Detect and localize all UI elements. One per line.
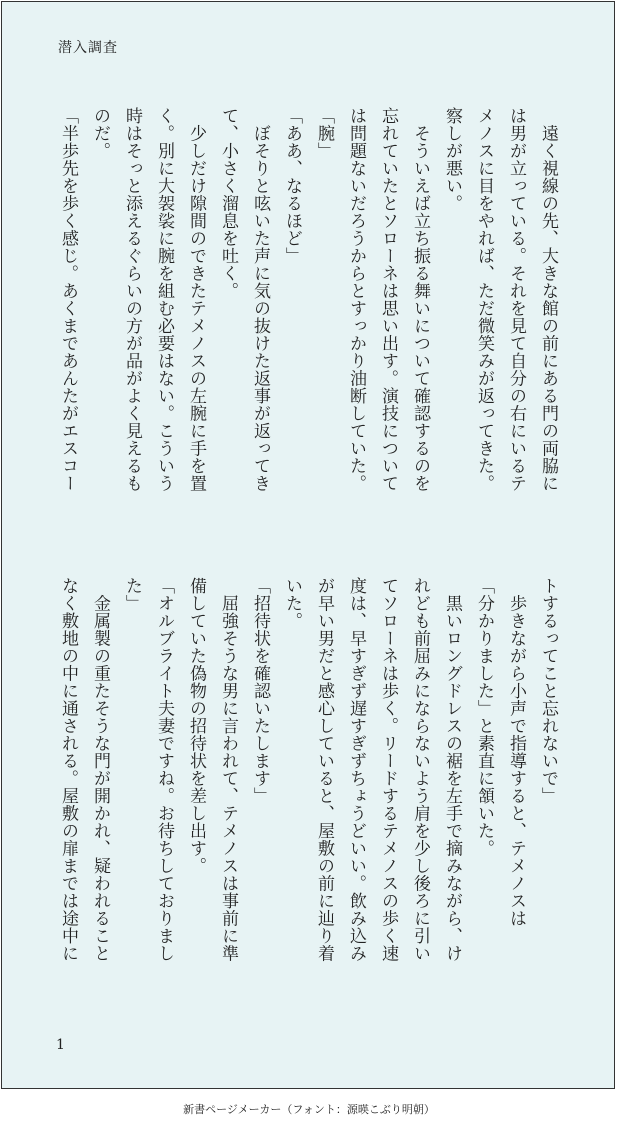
text-line: 忘れていたとソローネは思い出す。演技について (378, 107, 398, 492)
text-line: 度は、早すぎず遅すぎずちょうどいい。飲み込み (346, 577, 366, 962)
text-line: 黒いロングドレスの裾を左手で摘みながら、け (442, 577, 462, 962)
text-line: 遠く視線の先、大きな館の前にある門の両脇に (538, 107, 558, 492)
text-line: は問題ないだろうからとすっかり油断していた。 (346, 107, 366, 492)
book-page (1, 1, 615, 1089)
text-line: 金属製の重たそうな門が開かれ、疑われること (90, 577, 110, 962)
text-line: 時はそっと添えるぐらいの方が品がよく見えるも (122, 107, 142, 492)
text-line: 「半歩先を歩く感じ。あくまであんたがエスコー (58, 107, 78, 492)
text-line: 少しだけ隙間のできたテメノスの左腕に手を置 (186, 107, 206, 492)
text-line: のだ。 (90, 107, 110, 160)
text-line: 「招待状を確認いたします」 (250, 577, 270, 805)
footer-credit: 新書ページメーカー（フォント：源暎こぶり明朝） (183, 1103, 435, 1116)
chapter-title: 潜入調査 (58, 40, 118, 56)
text-line: そういえば立ち振る舞いについて確認するのを (410, 107, 430, 492)
text-line: てソローネは歩く。リードするテメノスの歩く速 (378, 577, 398, 962)
text-line: 歩きながら小声で指導すると、テメノスは (506, 577, 526, 927)
text-line: が早い男だと感心していると、屋敷の前に辿り着 (314, 577, 334, 962)
text-line: メノスに目をやれば、ただ微笑みが返ってきた。 (474, 107, 494, 492)
text-line: ぼそりと呟いた声に気の抜けた返事が返ってき (250, 107, 270, 492)
text-line: て、小さく溜息を吐く。 (218, 107, 238, 300)
text-line: 備していた偽物の招待状を差し出す。 (186, 577, 206, 875)
text-block-upper (54, 107, 564, 527)
text-line: トするってこと忘れないで」 (538, 577, 558, 805)
text-line: は男が立っている。それを見て自分の右にいるテ (506, 107, 526, 492)
text-line: 「分かりました」と素直に頷いた。 (474, 577, 494, 857)
text-line: 「腕」 (314, 107, 334, 160)
text-line: た」 (122, 577, 142, 612)
text-line: なく敷地の中に通される。屋敷の扉までは途中に (58, 577, 78, 962)
text-line: 「ああ、なるほど」 (282, 107, 302, 265)
text-line: いた。 (282, 577, 302, 630)
text-line: 「オルブライト夫妻ですね。お待ちしておりまし (154, 577, 174, 962)
page-number: 1 (56, 1037, 65, 1053)
text-line: 察しが悪い。 (442, 107, 462, 212)
text-line: 屈強そうな男に言われて、テメノスは事前に準 (218, 577, 238, 962)
text-line: れども前屈みにならないよう肩を少し後ろに引い (410, 577, 430, 962)
text-block-lower (54, 577, 564, 997)
text-line: く。別に大袈裟に腕を組む必要はない。こういう (154, 107, 174, 492)
